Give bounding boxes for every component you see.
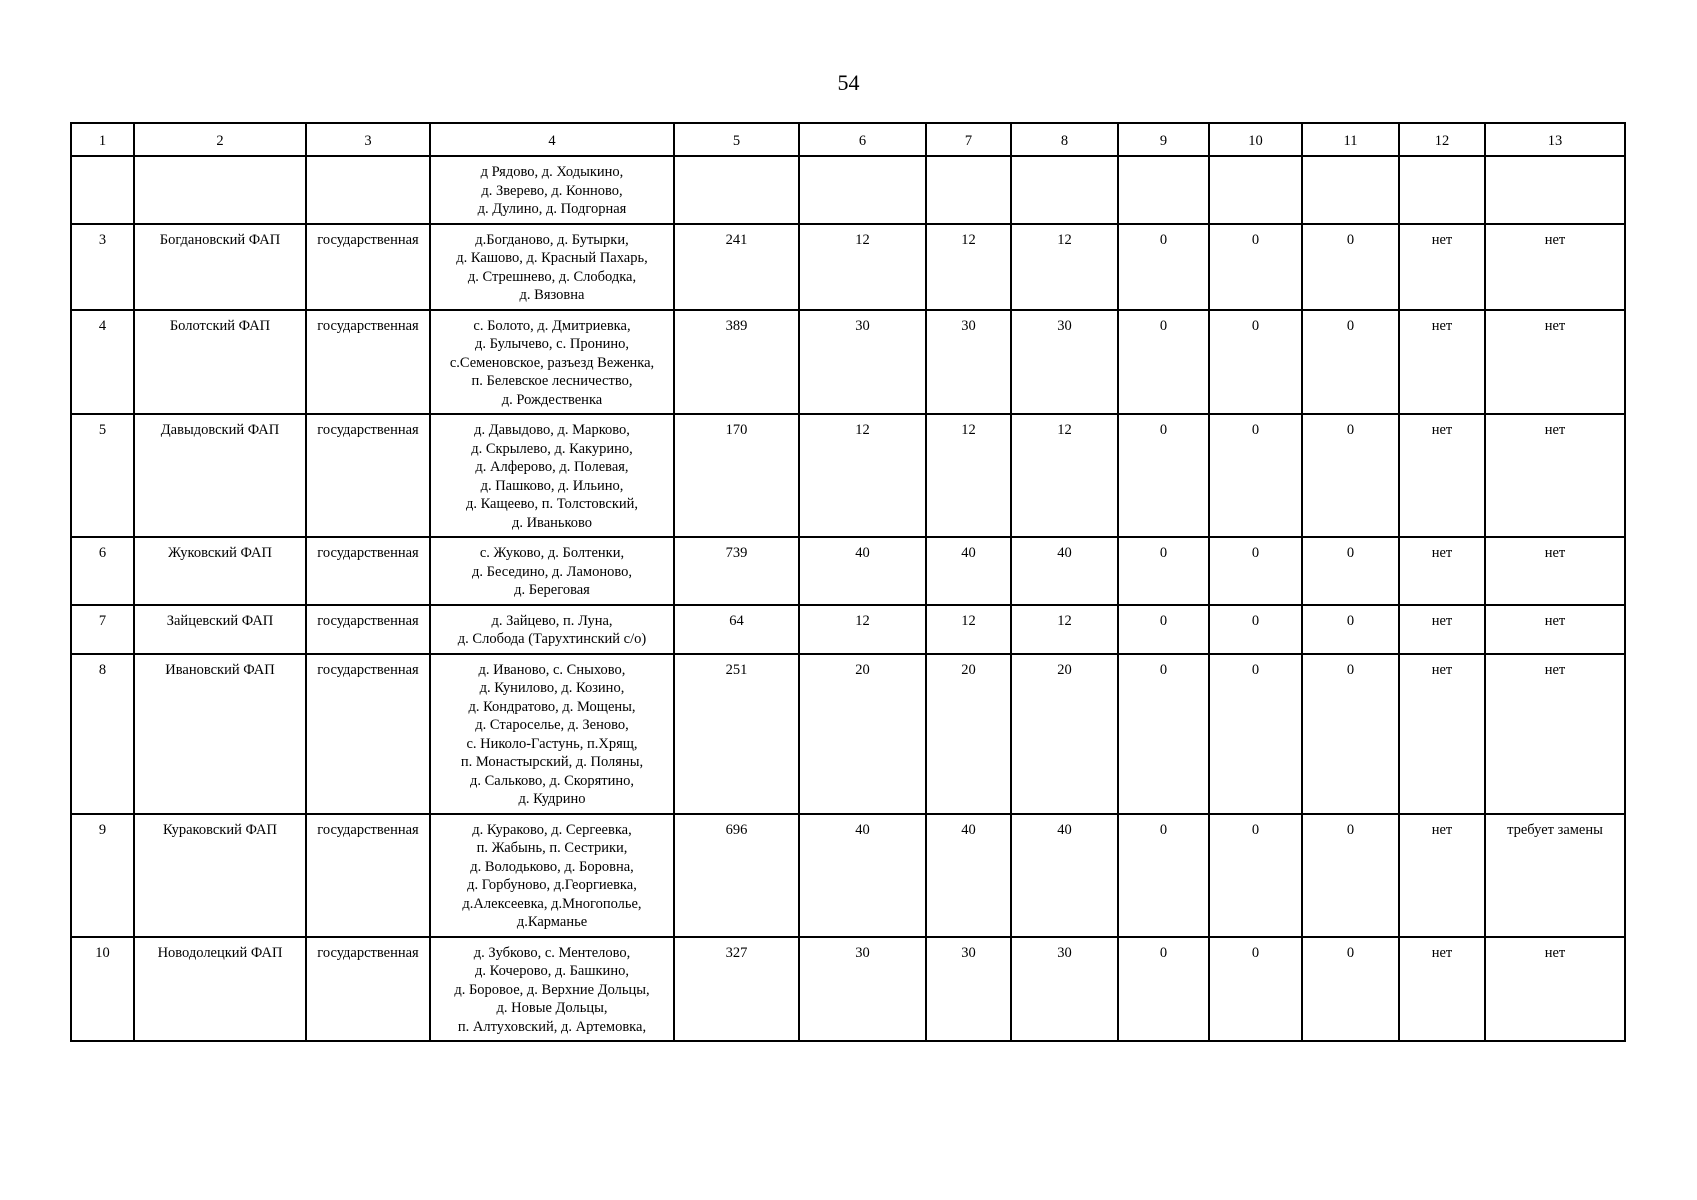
table-cell-col-9: 0 [1118,654,1209,814]
table-cell-col-5: 739 [674,537,799,605]
table-cell-col-3: государственная [306,937,430,1042]
settlement-line: д. Скрылево, д. Какурино, [471,440,633,457]
table-cell-col-5: 241 [674,224,799,310]
table-cell-col-6: 40 [799,537,926,605]
table-cell-col-12: нет [1399,937,1485,1042]
settlement-line: п. Белевское лесничество, [471,373,633,389]
table-cell-col-6: 12 [799,224,926,310]
column-header-1: 1 [71,123,134,156]
table-cell-col-1: 9 [71,814,134,937]
settlement-line: д. Иваново, с. Сныхово, [478,661,626,678]
table-cell-col-1 [71,156,134,224]
table-cell-col-13: нет [1485,310,1625,415]
table-cell-col-7: 30 [926,937,1011,1042]
table-cell-col-1: 3 [71,224,134,310]
table-cell-col-1: 7 [71,605,134,654]
table-row [71,310,1625,415]
table-cell-col-10: 0 [1209,224,1302,310]
settlement-line: п. Монастырский, д. Поляны, [460,754,644,770]
table-cell-col-2: Болотский ФАП [134,310,306,415]
table-cell-col-10: 0 [1209,654,1302,814]
table-cell-col-13: нет [1485,224,1625,310]
table-cell-col-7 [926,156,1011,224]
table-cell-col-13: нет [1485,937,1625,1042]
settlement-line: д. Алферово, д. Полевая, [475,459,629,475]
settlement-line: д Рядово, д. Ходыкино, [480,164,624,180]
settlement-line: д. Рождественка [501,391,603,408]
settlement-line: д. Вязовна [519,287,585,303]
column-header-2: 2 [134,123,306,156]
settlement-line: д. Давыдово, д. Марково, [474,422,630,438]
table-cell-col-10 [1209,156,1302,224]
table-cell-col-5: 327 [674,937,799,1042]
table-cell-col-13: нет [1485,654,1625,814]
table-cell-col-12: нет [1399,654,1485,814]
table-cell-col-3: государственная [306,654,430,814]
table-cell-col-13: требует замены [1485,814,1625,937]
settlement-line: д. Новые Дольцы, [496,1000,608,1016]
settlement-line: с. Болото, д. Дмитриевка, [473,317,631,334]
table-cell-col-1: 5 [71,414,134,537]
table-cell-col-10: 0 [1209,814,1302,937]
table-cell-col-3: государственная [306,310,430,415]
table-cell-col-2: Новодолецкий ФАП [134,937,306,1042]
table-cell-col-4 [430,156,674,224]
table-cell-col-11: 0 [1302,414,1399,537]
settlement-line: д. Зайцево, п. Луна, [491,612,613,629]
column-header-6: 6 [799,123,926,156]
settlement-line: д. Сальково, д. Скорятино, [469,772,635,789]
table-cell-col-7: 20 [926,654,1011,814]
column-header-11: 11 [1302,123,1399,156]
header-row [71,123,1625,156]
table-cell-col-8 [1011,156,1118,224]
table-cell-col-9: 0 [1118,605,1209,654]
column-header-10: 10 [1209,123,1302,156]
table-cell-col-2: Зайцевский ФАП [134,605,306,654]
settlement-line: д. Дулино, д. Подгорная [477,201,627,217]
table-cell-col-3: государственная [306,537,430,605]
table-cell-col-3: государственная [306,605,430,654]
settlement-line: д. Кондратово, д. Мощены, [468,698,636,715]
table-cell-col-5: 170 [674,414,799,537]
settlement-line: д.Богданово, д. Бутырки, [475,231,629,248]
table-cell-col-10: 0 [1209,537,1302,605]
table-cell-col-12: нет [1399,814,1485,937]
table-cell-col-4 [430,224,674,310]
column-header-13: 13 [1485,123,1625,156]
table-cell-col-7: 40 [926,814,1011,937]
table-cell-col-2: Кураковский ФАП [134,814,306,937]
table-cell-col-5: 696 [674,814,799,937]
table-cell-col-2: Ивановский ФАП [134,654,306,814]
table-cell-col-5: 251 [674,654,799,814]
table-cell-col-13 [1485,156,1625,224]
table-cell-col-4 [430,605,674,654]
table-cell-col-1: 8 [71,654,134,814]
table-cell-col-13: нет [1485,537,1625,605]
settlement-line: д. Пашково, д. Ильино, [480,477,624,494]
table-cell-col-7: 12 [926,224,1011,310]
settlement-line: д. Кочерово, д. Башкино, [475,963,629,979]
table-cell-col-11: 0 [1302,654,1399,814]
table-cell-col-3: государственная [306,414,430,537]
settlement-line: д. Володьково, д. Боровна, [470,858,634,875]
table-cell-col-1: 10 [71,937,134,1042]
table-cell-col-4 [430,937,674,1042]
table-cell-col-8: 20 [1011,654,1118,814]
table-cell-col-4 [430,537,674,605]
table-cell-col-6: 40 [799,814,926,937]
settlement-line: д. Кунилово, д. Козино, [479,680,625,696]
table-cell-col-8: 40 [1011,537,1118,605]
settlement-line: д. Беседино, д. Ламоново, [472,563,632,580]
column-header-7: 7 [926,123,1011,156]
settlement-line: д. Стрешнево, д. Слободка, [467,268,637,285]
table-cell-col-3 [306,156,430,224]
table-cell-col-8: 12 [1011,224,1118,310]
table-cell-col-13: нет [1485,414,1625,537]
table-cell-col-2 [134,156,306,224]
table-cell-col-6: 20 [799,654,926,814]
table-cell-col-3: государственная [306,814,430,937]
table-row [71,224,1625,310]
table-cell-col-11: 0 [1302,937,1399,1042]
table-cell-col-8: 40 [1011,814,1118,937]
column-header-12: 12 [1399,123,1485,156]
settlement-line: п. Алтуховский, д. Артемовка, [457,1018,647,1035]
settlement-line: д. Горбуново, д.Георгиевка, [467,877,637,893]
table-cell-col-7: 40 [926,537,1011,605]
table-row [71,605,1625,654]
table-cell-col-10: 0 [1209,937,1302,1042]
table-cell-col-11: 0 [1302,224,1399,310]
settlement-line: с. Николо-Гастунь, п.Хрящ, [466,735,638,752]
column-header-4: 4 [430,123,674,156]
page-number: 54 [837,70,860,95]
table-cell-col-9: 0 [1118,814,1209,937]
table-cell-col-11 [1302,156,1399,224]
settlement-line: п. Жабынь, п. Сестрики, [476,840,628,856]
table-cell-col-10: 0 [1209,605,1302,654]
table-cell-col-9: 0 [1118,937,1209,1042]
table-cell-col-4 [430,414,674,537]
table-cell-col-8: 12 [1011,414,1118,537]
table-cell-col-2: Давыдовский ФАП [134,414,306,537]
table-cell-col-10: 0 [1209,414,1302,537]
data-table [70,122,1626,1042]
settlement-line: д. Зверево, д. Конново, [481,182,623,199]
table-cell-col-13: нет [1485,605,1625,654]
column-header-8: 8 [1011,123,1118,156]
table-cell-col-12: нет [1399,310,1485,415]
table-row [71,937,1625,1042]
table-cell-col-11: 0 [1302,814,1399,937]
table-cell-col-7: 30 [926,310,1011,415]
settlement-line: д.Алексеевка, д.Многополье, [462,895,642,912]
table-cell-col-11: 0 [1302,537,1399,605]
table-cell-col-4 [430,654,674,814]
table-cell-col-6: 30 [799,310,926,415]
table-row [71,654,1625,814]
table-cell-col-8: 30 [1011,310,1118,415]
settlement-line: с. Жуково, д. Болтенки, [479,545,625,561]
settlement-line: д. Боровое, д. Верхние Дольцы, [454,981,650,998]
table-cell-col-6 [799,156,926,224]
table-cell-col-12: нет [1399,224,1485,310]
table-cell-col-4 [430,814,674,937]
settlement-line: д. Староселье, д. Зеново, [475,717,629,733]
table-cell-col-8: 12 [1011,605,1118,654]
settlement-line: д. Зубково, с. Ментелово, [473,944,631,961]
table-cell-col-6: 30 [799,937,926,1042]
table-cell-col-9: 0 [1118,310,1209,415]
table-cell-col-6: 12 [799,414,926,537]
table-row [71,814,1625,937]
table-cell-col-5: 389 [674,310,799,415]
table-cell-col-7: 12 [926,605,1011,654]
table-row [71,537,1625,605]
settlement-line: д. Береговая [514,582,590,598]
table-header [71,123,1625,156]
table-cell-col-9 [1118,156,1209,224]
table-cell-col-2: Богдановский ФАП [134,224,306,310]
settlement-line: д.Карманье [516,914,588,930]
settlement-line: д. Кудрино [518,791,586,807]
table-cell-col-12 [1399,156,1485,224]
table-cell-col-11: 0 [1302,310,1399,415]
table-cell-col-12: нет [1399,414,1485,537]
table-row [71,414,1625,537]
column-header-5: 5 [674,123,799,156]
table-cell-col-9: 0 [1118,224,1209,310]
table-body [71,156,1625,1041]
table-cell-col-1: 4 [71,310,134,415]
table-cell-col-1: 6 [71,537,134,605]
table-cell-col-3: государственная [306,224,430,310]
column-header-9: 9 [1118,123,1209,156]
table-cell-col-9: 0 [1118,537,1209,605]
table-cell-col-9: 0 [1118,414,1209,537]
table-cell-col-4 [430,310,674,415]
table-cell-col-10: 0 [1209,310,1302,415]
table-cell-col-5 [674,156,799,224]
table-cell-col-6: 12 [799,605,926,654]
settlement-line: д. Иваньково [511,514,593,531]
table-cell-col-12: нет [1399,537,1485,605]
settlement-line: д. Кащеево, п. Толстовский, [465,496,639,512]
table-cell-col-8: 30 [1011,937,1118,1042]
table-cell-col-11: 0 [1302,605,1399,654]
table-cell-col-12: нет [1399,605,1485,654]
table-cell-col-5: 64 [674,605,799,654]
column-header-3: 3 [306,123,430,156]
table-cell-col-2: Жуковский ФАП [134,537,306,605]
table-cell-col-7: 12 [926,414,1011,537]
settlement-line: д. Кураково, д. Сергеевка, [472,821,632,838]
settlement-line: д. Слобода (Тарухтинский с/о) [457,631,647,647]
settlement-line: д. Кашово, д. Красный Пахарь, [456,250,648,266]
settlement-line: д. Булычево, с. Пронино, [475,336,629,352]
table-row [71,156,1625,224]
settlement-line: с.Семеновское, разъезд Веженка, [449,354,655,371]
